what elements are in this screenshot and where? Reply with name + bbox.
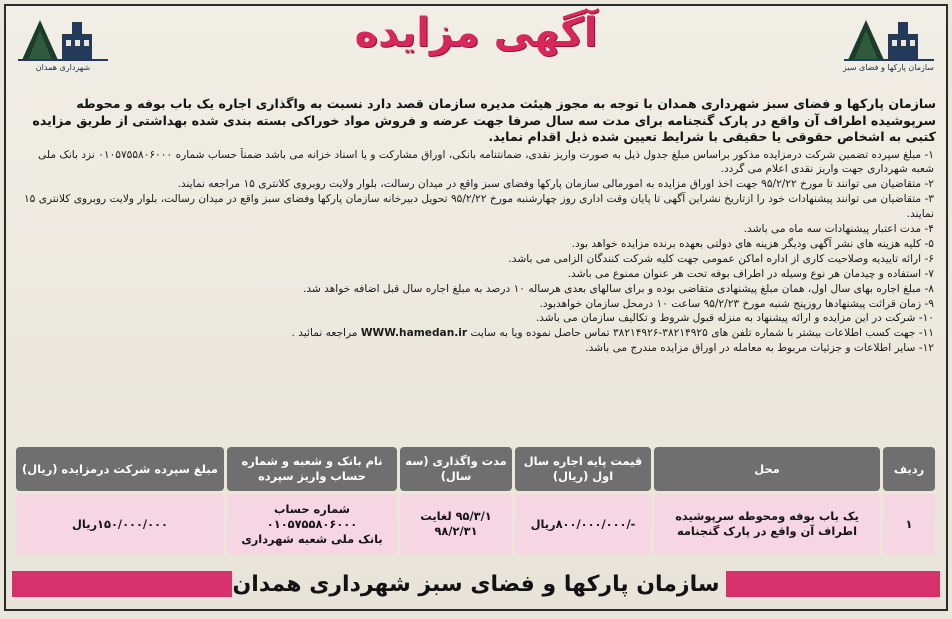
condition-item: ۴- مدت اعتبار پیشنهادات سه ماه می باشد. [743,223,934,236]
table-row [16,494,935,554]
bank-account-label: شماره حساب [274,501,350,516]
footer-accent-bar [726,571,940,597]
period-cell [400,494,512,554]
condition-item: ۵- کلیه هزینه های نشر آگهی ودیگر هزینه های دولتی بعهده برنده مزایده خواهد بود. [571,237,934,250]
notice-intro: سازمان پارکها و فضای سبز شهرداری همدان با توجه به مجوز هیئت مدیره سازمان قصد دارد نسبت به واگذاری اجاره یک باب بوفه و محوطه سرپوشیده اطراف آن واقع در پارک گنجنامه برای مدت سه سال صرفا جهت عرضه و فروش مواد خوراکی بسته بندی شده بهداشتی از طریق مزایده کتبی به اشخاص حقوقی یا حقیقی با شرایط تعیین شده ذیل اقدام نماید. [32,96,936,144]
notice-footer [12,567,940,601]
auction-notice-page [4,4,948,611]
column-header: مدت واگذاری (سه سال) [400,447,512,491]
condition-item-tail: مراجعه نمائید . [291,327,358,340]
logo-caption: سازمان پارکها و فضای سبز [842,63,934,72]
logo-caption: شهرداری همدان [35,63,91,72]
city-logo-icon [18,16,108,62]
deposit-cell: ۱۵۰/۰۰۰/۰۰۰ریال [16,494,224,554]
condition-item: ۶- ارائه تاییدیه وصلاحیت کاری از اداره اماکن عمومی جهت کلیه شرکت کنندگان الزامی می باشد. [508,252,934,265]
base-price-cell: -/۸۰۰/۰۰۰/۰۰۰ریال [515,494,651,554]
condition-item: ۳- متقاضیان می توانند پیشنهادات خود را ازتاریخ نشراین آگهی تا پایان وقت اداری روز چهارشنبه مورخ ۹۵/۲/۲۲ تحویل دبیرخانه سازمان پارکها وفضای سبز واقع در میدان رسالت، بلوار ولایت روبروی کلانتری ۱۵ نمایند. [23,193,934,221]
bank-account-cell [227,494,397,554]
condition-item: ۸- مبلغ اجاره بهای سال اول، همان مبلغ پیشنهادی متقاضی بوده و برای سالهای بعدی هرساله ۱۰ درصد به مبلغ اجاره سال قبل اضافه خواهد شد. [302,282,934,295]
condition-item-text: ۱۱- جهت کسب اطلاعات بیشتر با شماره تلفن های ۳۸۲۱۴۹۲۵-۳۸۲۱۴۹۲۶ تماس حاصل نموده ویا به سایت [470,327,934,340]
column-header: محل [654,447,880,491]
conditions-list [6,146,946,357]
bank-account-number: ۰۱۰۵۷۵۵۸۰۶۰۰۰ [266,516,358,531]
bank-branch: بانک ملی شعبه شهرداری [241,531,383,546]
footer-accent-bar [12,571,232,597]
condition-item [16,326,934,341]
column-header: مبلغ سپرده شرکت درمزایده (ریال) [16,447,224,491]
auction-table [13,444,938,557]
column-header: ردیف [883,447,935,491]
condition-item: ۹- زمان قرائت پیشنهادها روزپنج شنبه مورخ ۹۵/۲/۲۳ ساعت ۱۰ درمحل سازمان خواهدبود. [539,297,934,310]
condition-item: ۱- مبلغ سپرده تضمین شرکت درمزایده مذکور براساس مبلغ جدول ذیل به صورت واریز نقدی، ضمانتنامه بانکی، اوراق مشارکت و یا اسناد خزانه می باشد ضمناً حساب شماره ۰۱۰۵۷۵۵۸۰۶۰۰۰ نزد بانک ملی شعبه شهرداری جهت واریز نقدی اعلام می گردد. [37,148,934,176]
condition-item: ۱۰- شرکت در این مزایده و ارائه پیشنهاد به منزله قبول شروط و تکالیف سازمان می باشد. [535,312,934,325]
website-link[interactable]: WWW.hamedan.ir [360,327,468,340]
column-header: قیمت پایه اجاره سال اول (ریال) [515,447,651,491]
condition-item: ۲- متقاضیان می توانند تا مورخ ۹۵/۲/۲۲ جهت اخذ اوراق مزایده به امورمالی سازمان پارکها وفضای سبز واقع در میدان رسالت، بلوار ولایت روبروی کلانتری ۱۵ مراجعه نمایند. [177,178,934,191]
period-end: ۹۸/۲/۳۱ [434,524,478,538]
condition-item: ۷- استفاده و چیدمان هر نوع وسیله در اطراف بوفه تحت هر عنوان ممنوع می باشد. [567,267,934,280]
row-index: ۱ [883,494,935,554]
notice-header [6,6,946,76]
location-cell: یک باب بوفه ومحوطه سرپوشیده اطراف آن واقع در پارک گنجنامه [654,494,880,554]
column-header: نام بانک و شعبه و شماره حساب واریز سپرده [227,447,397,491]
notice-title: آگهی مزایده [354,10,598,56]
period-start: ۹۵/۳/۱ لغایت [420,509,492,523]
organization-logo-left [18,16,108,78]
footer-organization-name: سازمان پارکها و فضای سبز شهرداری همدان [232,571,720,597]
table-header-row [16,447,935,491]
condition-item: ۱۲- سایر اطلاعات و جزئیات مربوط به معامله در اوراق مزایده مندرج می باشد. [585,342,934,355]
